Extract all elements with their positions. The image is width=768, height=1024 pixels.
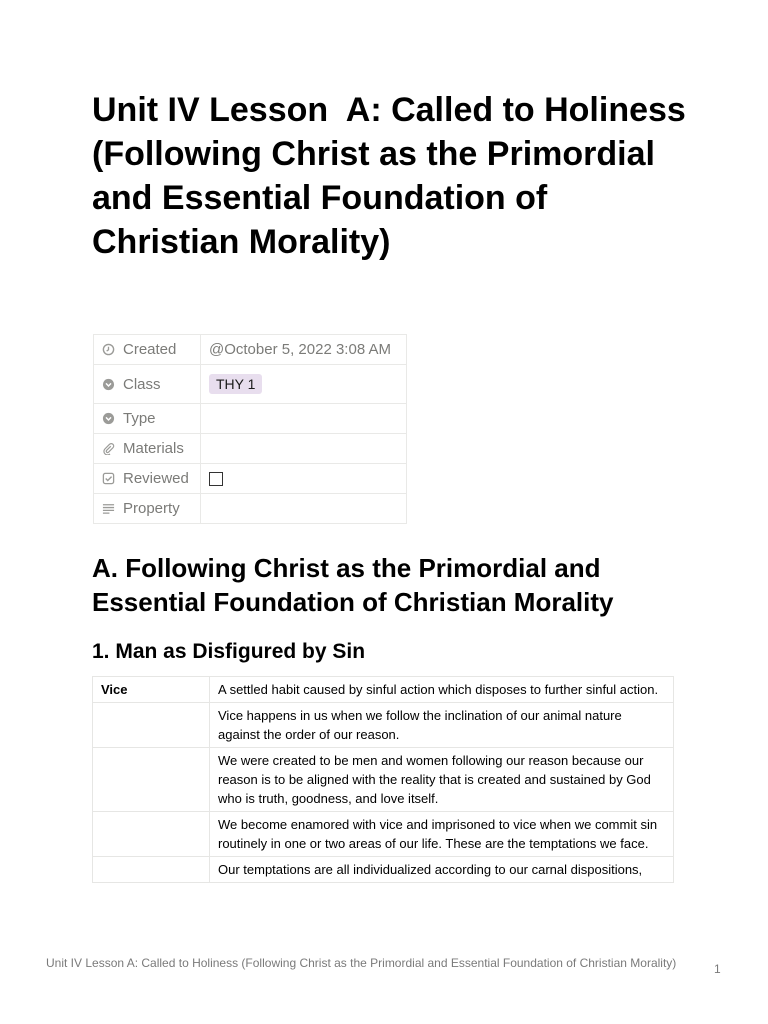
- property-row-reviewed: [94, 464, 407, 494]
- property-row-property: [94, 494, 407, 524]
- reviewed-checkbox[interactable]: [209, 472, 223, 486]
- property-label: Class: [123, 375, 161, 393]
- property-value-materials[interactable]: [201, 434, 407, 464]
- property-label: Property: [123, 500, 180, 517]
- page-footer: Unit IV Lesson A: Called to Holiness (Following Christ as the Primordial and Essential Foundation of Christian Morality): [46, 956, 677, 970]
- property-label: Created: [123, 341, 177, 358]
- table-row: [93, 703, 674, 748]
- class-tag[interactable]: THY 1: [209, 374, 262, 394]
- property-row-materials: [94, 434, 407, 464]
- page-number: 1: [714, 962, 721, 976]
- checkbox-icon: [102, 472, 115, 485]
- text-lines-icon: [102, 502, 115, 515]
- table-cell-text: We become enamored with vice and imprisoned to vice when we commit sin routinely in one or two areas of our life. These are the temptations we face.: [210, 812, 674, 857]
- table-cell-text: A settled habit caused by sinful action which disposes to further sinful action.: [210, 677, 674, 703]
- property-row-type: [94, 404, 407, 434]
- table-row: [93, 812, 674, 857]
- paperclip-icon: [102, 442, 115, 455]
- property-label: Materials: [123, 440, 184, 457]
- table-cell-term: [93, 748, 210, 812]
- property-label: Reviewed: [123, 470, 189, 487]
- vice-table: [92, 676, 674, 883]
- table-cell-term: Vice: [93, 677, 210, 703]
- select-icon: [102, 412, 115, 425]
- select-icon: [102, 378, 115, 391]
- property-value-type[interactable]: [201, 404, 407, 434]
- table-cell-text: Vice happens in us when we follow the inclination of our animal nature against the order of our reason.: [210, 703, 674, 748]
- subsection-heading: 1. Man as Disfigured by Sin: [92, 640, 366, 663]
- table-cell-text: We were created to be men and women following our reason because our reason is to be aligned with the reality that is created and sustained by God who is truth, goodness, and love itself.: [210, 748, 674, 812]
- table-row: [93, 748, 674, 812]
- property-row-class: [94, 365, 407, 404]
- property-value-created: @October 5, 2022 3:08 AM: [201, 335, 407, 365]
- property-value-property[interactable]: [201, 494, 407, 524]
- section-heading: A. Following Christ as the Primordial and Essential Foundation of Christian Morality: [92, 553, 614, 617]
- table-cell-term: [93, 812, 210, 857]
- clock-icon: [102, 343, 115, 356]
- property-row-created: [94, 335, 407, 365]
- page-title: Unit IV Lesson A: Called to Holiness (Following Christ as the Primordial and Essential Foundation of Christian Morality): [92, 91, 696, 261]
- vice-table-container: [92, 676, 682, 934]
- table-cell-term: [93, 857, 210, 883]
- property-label: Type: [123, 410, 156, 427]
- table-row: [93, 857, 674, 883]
- table-row: [93, 677, 674, 703]
- table-cell-text: Our temptations are all individualized according to our carnal dispositions,: [210, 857, 674, 883]
- properties-table: [93, 334, 407, 524]
- table-cell-term: [93, 703, 210, 748]
